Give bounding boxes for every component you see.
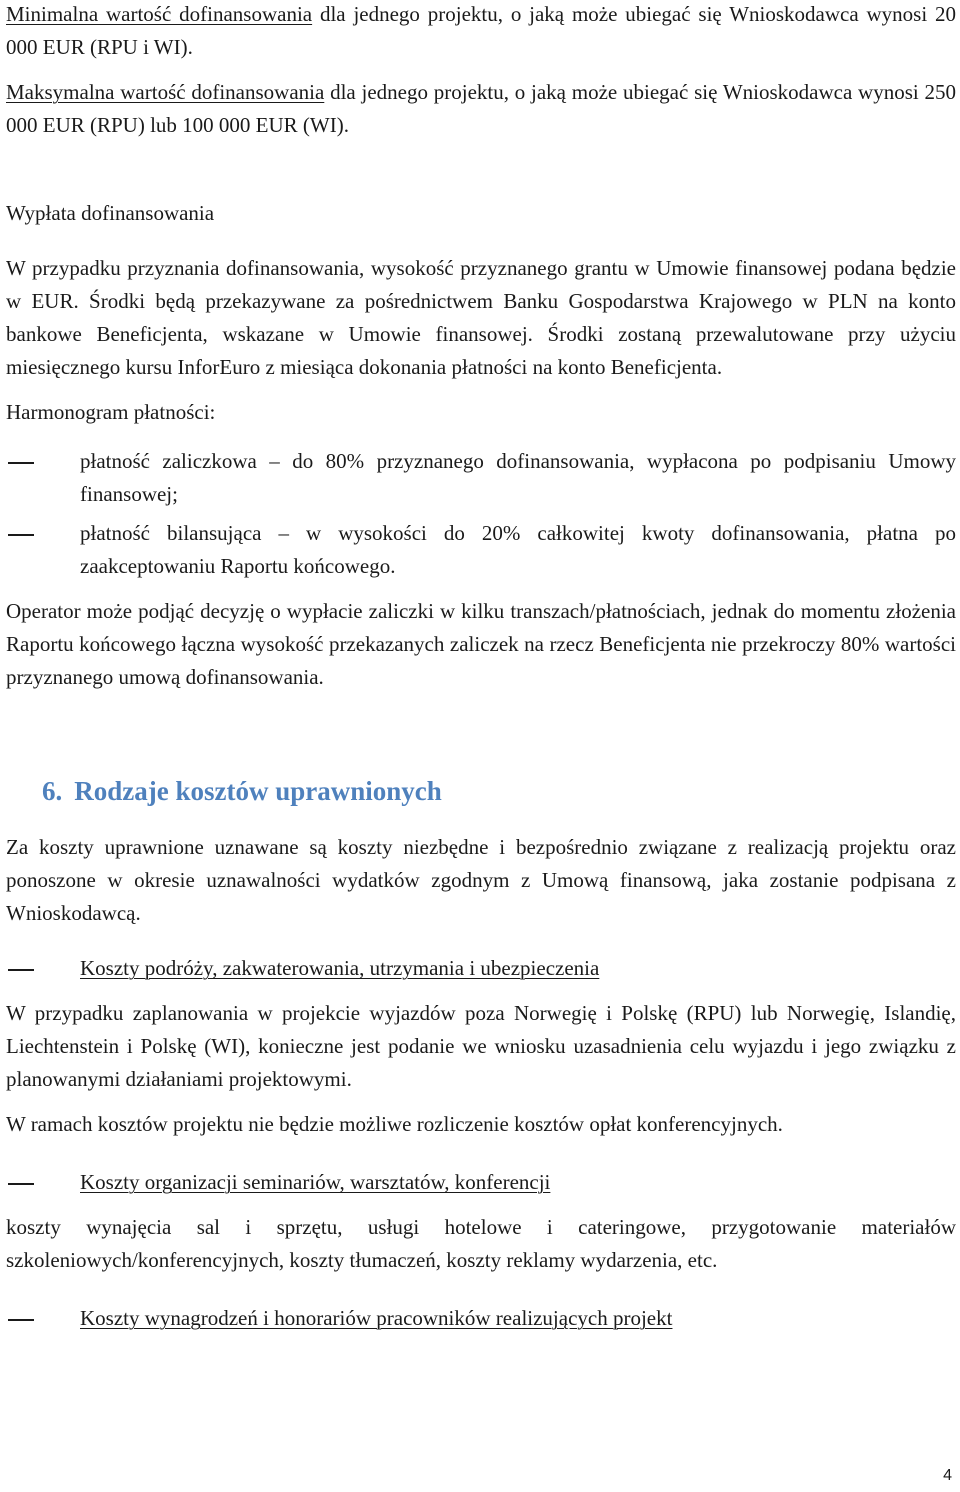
section-title: Rodzaje kosztów uprawnionych [74,776,442,806]
cost-seminars-heading [6,1166,956,1199]
payout-paragraph: W przypadku przyznania dofinansowania, wysokość przyznanego grantu w Umowie finansowej podana będzie w EUR. Środki będą przekazywane za pośrednictwem Banku Gospodarstwa Krajowego w PLN na konto bankowe Beneficjenta, wskazane w Umowie finansowej. Środki zostaną przewalutowane przy użyciu miesięcznego kursu InforEuro z miesiąca dokonania płatności na konto Beneficjenta. [6,256,956,379]
section-number: 6. [42,776,63,806]
max-funding-paragraph [6,76,956,142]
dash-bullet-icon [6,952,80,985]
cost-travel-conference-note: W ramach kosztów projektu nie będzie możliwe rozliczenie kosztów opłat konferencyjnych. [6,1112,783,1136]
max-funding-text: dla jednego projektu, o jaką może ubiegać się Wnioskodawca wynosi 250 000 EUR (RPU) lub 100 000 EUR (WI). [6,80,956,137]
schedule-item-advance: płatność zaliczkowa – do 80% przyznanego dofinansowania, wypłacona po podpisaniu Umowy finansowej; [80,449,956,506]
payout-heading: Wypłata dofinansowania [6,201,215,225]
min-funding-lead: Minimalna wartość dofinansowania [6,2,313,26]
cost-travel-title: Koszty podróży, zakwaterowania, utrzymania i ubezpieczenia [80,956,600,980]
schedule-list [6,445,956,583]
dash-bullet-icon [6,517,80,550]
eligible-costs-paragraph: Za koszty uprawnione uznawane są koszty niezbędne i bezpośrednio związane z realizacją projektu oraz ponoszone w okresie uznawalności wydatków zgodnym z Umową finansową, jaka zostanie podpisana z Wnioskodawcą. [6,835,956,925]
section-heading [6,771,956,811]
list-item [6,517,956,583]
dash-bullet-icon [6,445,80,478]
cost-seminars-title: Koszty organizacji seminariów, warsztatów, konferencji [80,1170,551,1194]
max-funding-lead: Maksymalna wartość dofinansowania [6,80,325,104]
cost-salaries-title: Koszty wynagrodzeń i honorariów pracowników realizujących projekt [80,1306,673,1330]
cost-seminars-text: koszty wynajęcia sal i sprzętu, usługi hotelowe i cateringowe, przygotowanie materiałów szkoleniowych/konferencyjnych, koszty tłumaczeń, koszty reklamy wydarzenia, etc. [6,1215,956,1272]
dash-bullet-icon [6,1166,80,1199]
list-item [6,445,956,511]
min-funding-paragraph [6,0,956,64]
cost-salaries-heading [6,1302,956,1335]
cost-travel-heading [6,952,956,985]
operator-paragraph: Operator może podjąć decyzję o wypłacie zaliczki w kilku transzach/płatnościach, jednak do momentu złożenia Raportu końcowego łączna wysokość przekazanych zaliczek na rzecz Beneficjenta nie przekroczy 80% wartości przyznanego umową dofinansowania. [6,599,956,689]
cost-travel-text: W przypadku zaplanowania w projekcie wyjazdów poza Norwegię i Polskę (RPU) lub Norwegię, Islandię, Liechtenstein i Polskę (WI), konieczne jest podanie we wniosku uzasadnienia celu wyjazdu i jego związku z planowanymi działaniami projektowymi. [6,1001,956,1091]
dash-bullet-icon [6,1302,80,1335]
schedule-label: Harmonogram płatności: [6,400,216,424]
document-page [6,0,956,1335]
schedule-item-balance: płatność bilansująca – w wysokości do 20% całkowitej kwoty dofinansowania, płatna po zaakceptowaniu Raportu końcowego. [80,521,956,578]
page-number: 4 [943,1467,952,1484]
min-funding-text: dla jednego projektu, o jaką może ubiegać się Wnioskodawca wynosi 20 000 EUR (RPU i WI). [6,2,957,59]
